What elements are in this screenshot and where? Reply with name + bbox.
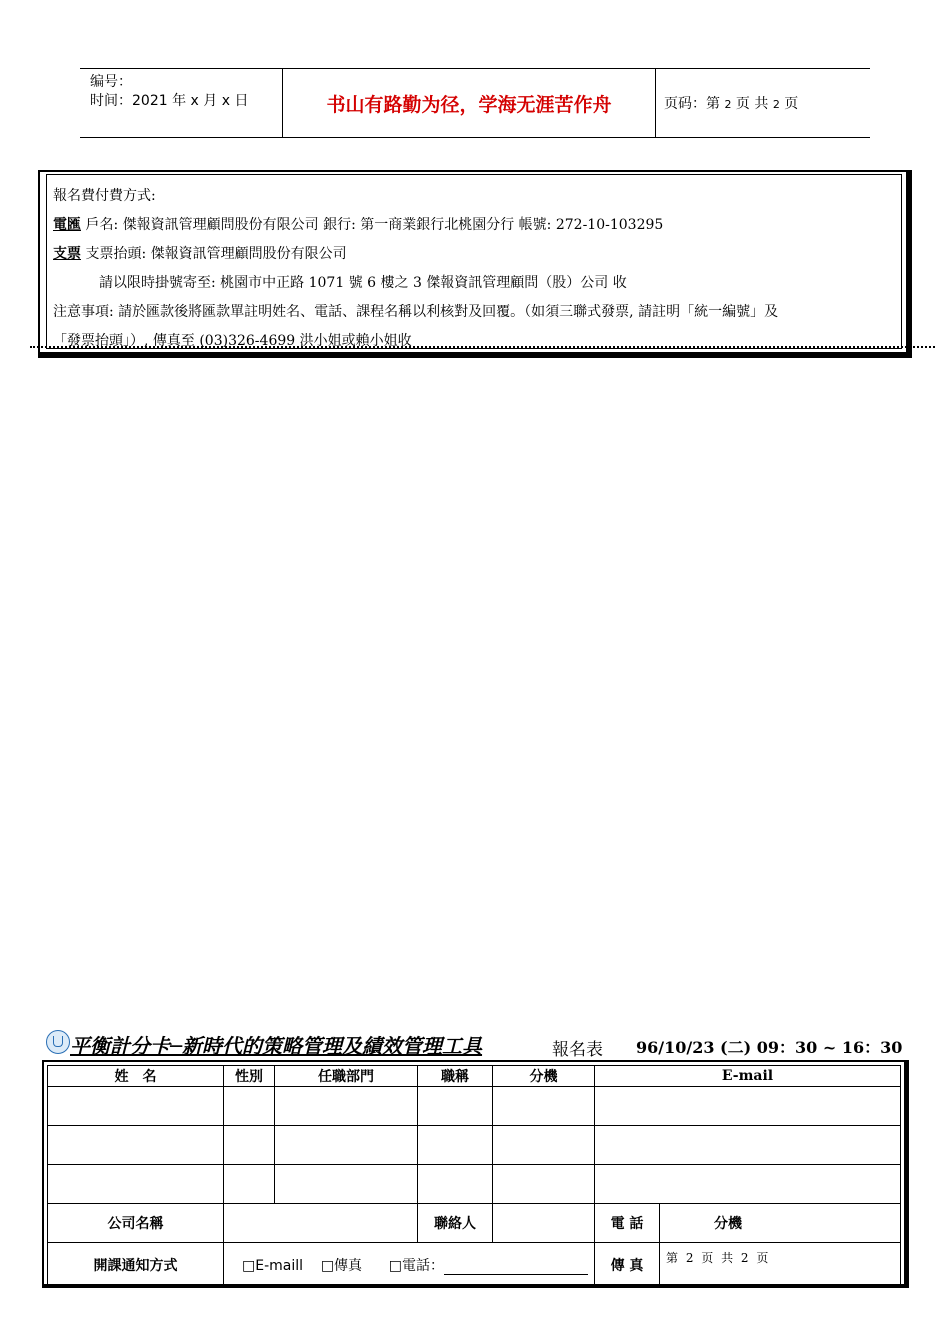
course-date: 96/10/23 (二) 09：30 ~ 16：30	[636, 1038, 903, 1057]
notify-label: 開課通知方式	[48, 1243, 224, 1288]
mail-line: 請以限時掛號寄至: 桃園市中正路 1071 號 6 樓之 3 傑報資訊管理顧問（股）公司 收	[99, 275, 627, 291]
name-field[interactable]	[48, 1126, 224, 1165]
page-header	[80, 68, 870, 138]
wire-text: 戶名: 傑報資訊管理顧問股份有限公司 銀行: 第一商業銀行北桃園分行 帳號: 272-10-103295	[85, 217, 664, 233]
phone-input-line[interactable]	[444, 1262, 588, 1275]
payment-info-inner	[46, 174, 902, 349]
notice-line-2: 「發票抬頭」）, 傳真至 (03)326-4699 洪小姐或賴小姐收	[53, 333, 412, 349]
company-label: 公司名稱	[48, 1204, 224, 1243]
department-field[interactable]	[275, 1126, 418, 1165]
table-row	[48, 1126, 901, 1165]
table-row	[48, 1087, 901, 1126]
option-phone-checkbox[interactable]: □電話：	[388, 1258, 444, 1274]
contact-label: 聯絡人	[418, 1204, 493, 1243]
col-department: 任職部門	[275, 1066, 418, 1087]
gender-field[interactable]	[224, 1126, 275, 1165]
payment-heading: 報名費付費方式:	[53, 188, 156, 204]
title-field[interactable]	[418, 1126, 493, 1165]
time-label: 时间：2021 年 x 月 x 日	[90, 93, 249, 109]
wire-transfer-line	[53, 214, 663, 234]
notice-line-1: 注意事項: 請於匯款後將匯款單註明姓名、電話、課程名稱以利核對及回覆。（如須三聯式發票, 請註明「統一編號」及	[53, 304, 779, 320]
registration-form	[42, 1060, 909, 1288]
notify-row	[48, 1243, 901, 1288]
fax-label: 傳 真	[595, 1243, 660, 1288]
department-field[interactable]	[275, 1087, 418, 1126]
col-gender: 性別	[224, 1066, 275, 1087]
footer-page-number: 第 2 页 共 2 页	[660, 1243, 901, 1288]
company-logo-icon	[46, 1030, 70, 1054]
department-field[interactable]	[275, 1165, 418, 1204]
phone-label: 電 話	[595, 1204, 660, 1243]
payment-info-box	[38, 170, 912, 358]
header-motto: 书山有路勤为径，学海无涯苦作舟	[282, 69, 656, 137]
email-field[interactable]	[595, 1126, 901, 1165]
notify-options	[224, 1243, 595, 1288]
title-field[interactable]	[418, 1087, 493, 1126]
check-line	[53, 243, 347, 263]
number-label: 编号：	[90, 74, 132, 90]
check-label: 支票	[53, 246, 81, 262]
col-email: E-mail	[595, 1066, 901, 1087]
wire-label: 電匯	[53, 217, 81, 233]
table-header-row	[48, 1066, 901, 1087]
form-title-bar	[46, 1030, 903, 1060]
option-email-checkbox[interactable]: □E-maill	[242, 1258, 304, 1274]
email-field[interactable]	[595, 1165, 901, 1204]
extension-field[interactable]	[493, 1165, 595, 1204]
registration-table	[47, 1065, 901, 1288]
col-extension: 分機	[493, 1066, 595, 1087]
name-field[interactable]	[48, 1165, 224, 1204]
company-field[interactable]	[224, 1204, 418, 1243]
contact-field[interactable]	[493, 1204, 595, 1243]
course-title: 平衡計分卡─新時代的策略管理及績效管理工具	[70, 1034, 483, 1058]
gender-field[interactable]	[224, 1087, 275, 1126]
check-text: 支票抬頭: 傑報資訊管理顧問股份有限公司	[85, 246, 347, 262]
title-field[interactable]	[418, 1165, 493, 1204]
table-row	[48, 1165, 901, 1204]
email-field[interactable]	[595, 1087, 901, 1126]
cut-line	[30, 346, 935, 348]
col-name: 姓 名	[48, 1066, 224, 1087]
extension-field[interactable]	[493, 1126, 595, 1165]
phone-extension-field[interactable]: 分機	[660, 1204, 901, 1243]
form-label: 報名表	[552, 1040, 603, 1060]
page-indicator: 页码：第 2 页 共 2 页	[664, 96, 799, 112]
extension-field[interactable]	[493, 1087, 595, 1126]
company-row	[48, 1204, 901, 1243]
header-meta	[90, 73, 248, 111]
option-fax-checkbox[interactable]: □傳真	[320, 1258, 363, 1274]
name-field[interactable]	[48, 1087, 224, 1126]
col-title: 職稱	[418, 1066, 493, 1087]
gender-field[interactable]	[224, 1165, 275, 1204]
